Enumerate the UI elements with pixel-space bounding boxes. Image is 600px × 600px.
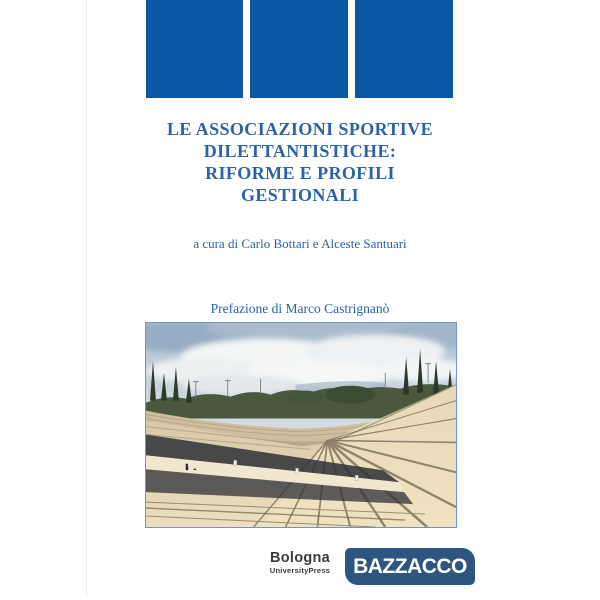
- title-line-1: LE ASSOCIAZIONI SPORTIVE: [166, 119, 434, 139]
- editors-line: a cura di Carlo Bottari e Alceste Santuari: [193, 236, 407, 251]
- bologna-university-press-logo: [264, 550, 336, 575]
- press-name: Bologna: [269, 550, 331, 566]
- publisher-badge: [345, 548, 475, 585]
- book-title: [0, 118, 600, 206]
- title-line-3: RIFORME E PROFILI: [205, 163, 395, 183]
- cover-photo: [145, 322, 457, 528]
- walking-person: [186, 464, 189, 471]
- small-shadow-spot: [193, 468, 196, 470]
- tree-clump: [288, 391, 324, 405]
- title-line-2: DILETTANTISTICHE:: [203, 141, 397, 161]
- title-line-4: GESTIONALI: [240, 185, 360, 205]
- header-bar-1: [146, 0, 243, 98]
- stadium-photo-illustration: [146, 323, 456, 527]
- tree-clump: [325, 386, 375, 404]
- publisher-badge-label: BAZZACCO: [353, 554, 467, 578]
- header-bar-2: [250, 0, 348, 98]
- preface-line: Prefazione di Marco Castrignanò: [210, 301, 390, 316]
- header-bar-3: [355, 0, 453, 98]
- press-subname: UniversityPress: [269, 566, 331, 575]
- cover-edge-line: [86, 0, 87, 597]
